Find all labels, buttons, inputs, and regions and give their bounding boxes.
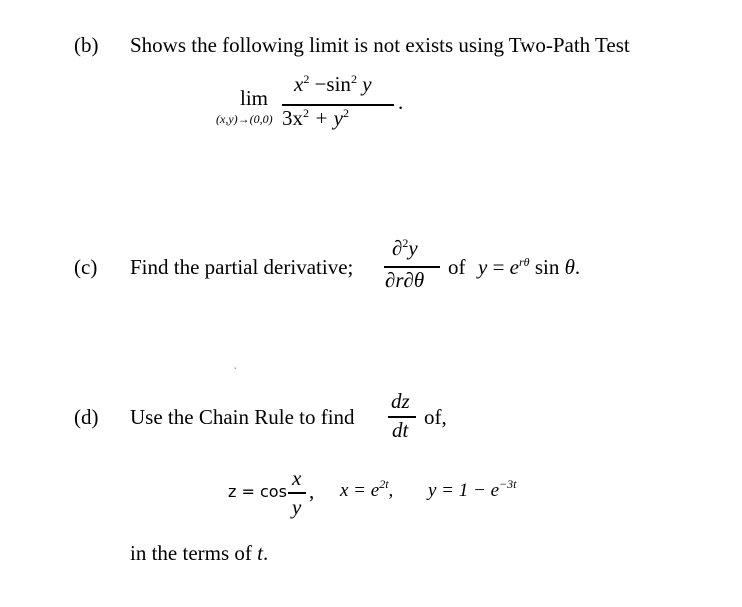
limit-subscript — [216, 112, 273, 127]
num-x: x — [294, 72, 304, 96]
func-equals: = — [487, 255, 510, 279]
y-eq-text: y = 1 − e — [428, 480, 500, 501]
y-eq-exp: −3t — [499, 477, 517, 491]
partial-d-exp: 2 — [402, 236, 409, 250]
limit-numerator — [294, 72, 372, 97]
part-c-question: Find the partial derivative; — [130, 255, 354, 279]
dz-numerator: dz — [391, 389, 410, 413]
limit-subscript-text: (x,y)→(0,0) — [216, 112, 273, 126]
x-eq-exp: 2t — [379, 477, 389, 491]
terms-t: t — [257, 541, 263, 565]
limit-denominator — [282, 106, 349, 131]
num-y: y — [356, 72, 372, 96]
partial-num-y: y — [408, 236, 418, 260]
limit-period: . — [398, 90, 404, 114]
func-e-exp: rθ — [519, 255, 530, 269]
func-theta: θ — [564, 255, 575, 279]
part-c-label: (c) — [74, 255, 98, 279]
part-b-label: (b) — [74, 33, 99, 57]
z-equation-lhs: z = cos — [228, 482, 287, 501]
den-3x-exp: 2 — [303, 106, 309, 120]
z-fraction-den: y — [292, 495, 302, 519]
x-eq-text: x = e — [340, 480, 380, 501]
y-equation — [428, 477, 517, 502]
func-e: e — [509, 255, 519, 279]
num-x-exp: 2 — [303, 72, 310, 86]
num-minus-sin: −sin — [309, 72, 351, 96]
partial-d: ∂ — [392, 236, 403, 260]
x-comma: , — [388, 480, 394, 501]
dt-denominator: dt — [392, 418, 409, 442]
den-y-exp: 2 — [343, 106, 349, 120]
part-d-of: of, — [424, 405, 447, 429]
partial-denominator: ∂r∂θ — [385, 268, 425, 292]
den-plus-y: + y — [309, 106, 343, 130]
z-fraction-num: x — [292, 466, 302, 490]
func-sin: sin — [529, 255, 560, 279]
stray-dot: · — [233, 362, 238, 377]
part-c-of: of — [448, 255, 466, 279]
x-equation — [340, 477, 394, 502]
func-period: . — [574, 255, 581, 279]
den-3x: 3x — [282, 106, 303, 130]
limit-operator: lim — [240, 86, 269, 110]
terms-end: . — [262, 541, 269, 565]
z-comma: , — [309, 479, 315, 503]
part-c-function — [478, 255, 580, 280]
terms-line — [130, 541, 268, 566]
func-y: y — [478, 255, 488, 279]
partial-numerator — [392, 236, 418, 261]
z-fraction-bar — [288, 492, 306, 494]
part-d-question: Use the Chain Rule to find — [130, 405, 355, 429]
part-d-label: (d) — [74, 405, 99, 429]
num-sin-exp: 2 — [350, 72, 357, 86]
terms-text: in the terms of — [130, 541, 258, 565]
part-b-question: Shows the following limit is not exists using Two-Path Test — [130, 33, 630, 57]
